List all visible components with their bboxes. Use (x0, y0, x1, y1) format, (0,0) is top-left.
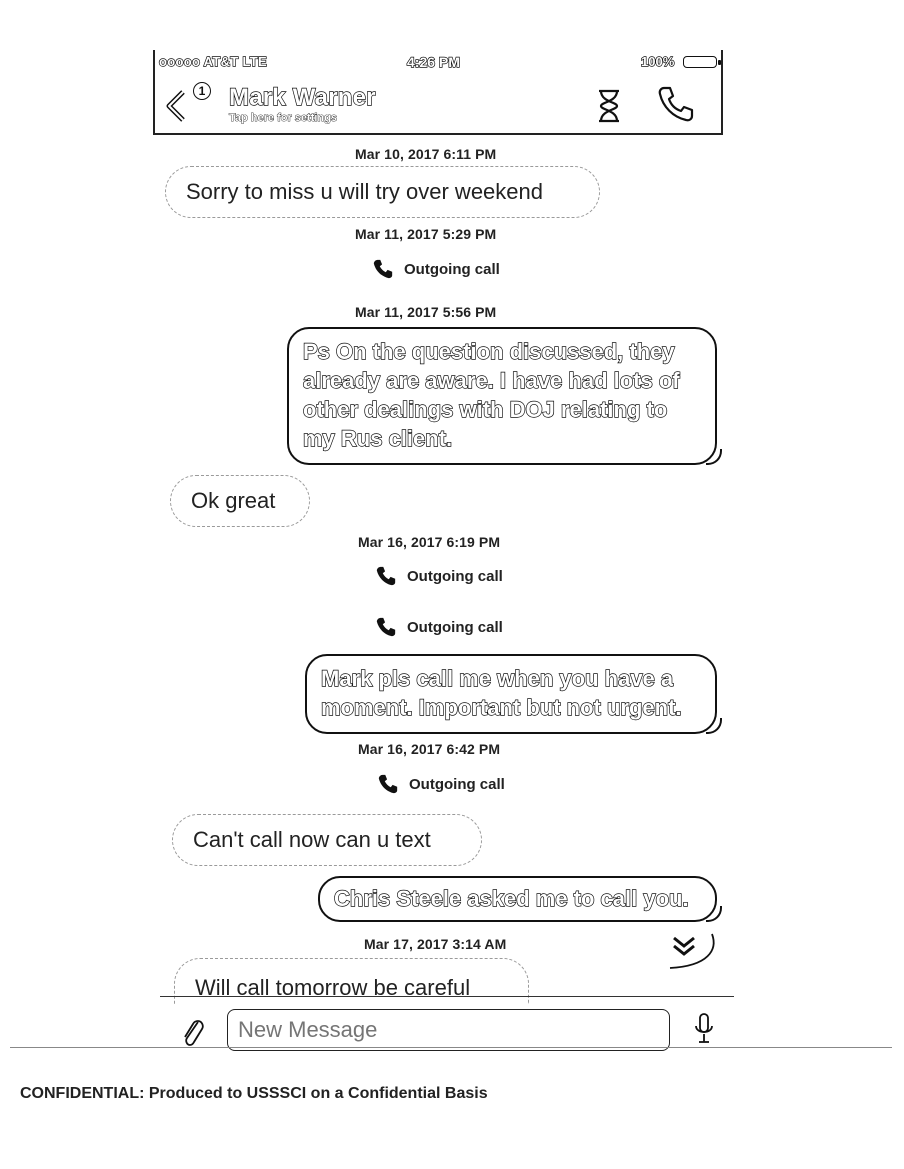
confidential-notice: CONFIDENTIAL: Produced to USSSCI on a Confidential Basis (20, 1085, 488, 1102)
message-input[interactable] (227, 1009, 670, 1051)
call-log-entry[interactable] (372, 258, 500, 280)
phone-call-icon (377, 773, 399, 795)
message-line: Mark pls call me when you have a (321, 666, 674, 691)
timestamp: Mar 16, 2017 6:42 PM (358, 741, 501, 757)
message-line: Ps On the question discussed, they (303, 339, 675, 364)
phone-header (153, 50, 723, 135)
message-text: Ok great (191, 488, 276, 513)
page-divider (10, 1047, 892, 1048)
hourglass-icon[interactable] (595, 88, 623, 124)
call-log-label: Outgoing call (407, 618, 503, 636)
call-log-label: Outgoing call (409, 775, 505, 793)
call-log-label: Outgoing call (407, 567, 503, 585)
message-line: Chris Steele asked me to call you. (334, 886, 689, 911)
phone-call-icon (372, 258, 394, 280)
call-log-entry[interactable] (375, 616, 503, 638)
status-battery-percent: 100% (641, 54, 675, 69)
incoming-message-bubble[interactable] (172, 814, 482, 866)
outgoing-message-bubble[interactable] (318, 876, 717, 922)
timestamp: Mar 10, 2017 6:11 PM (355, 146, 497, 162)
message-text: Sorry to miss u will try over weekend (186, 179, 543, 204)
chevron-left-icon[interactable] (163, 86, 193, 126)
paperclip-icon[interactable] (180, 1016, 206, 1048)
input-bar-divider (160, 996, 734, 997)
battery-icon (683, 56, 717, 68)
message-line: already are aware. I have had lots of (303, 368, 680, 393)
incoming-message-bubble[interactable] (174, 958, 529, 1004)
status-carrier: ooooo AT&T LTE (159, 54, 267, 69)
message-line: other dealings with DOJ relating to (303, 397, 668, 422)
call-log-label: Outgoing call (404, 260, 500, 278)
double-chevron-down-icon[interactable] (668, 930, 718, 974)
call-log-entry[interactable] (377, 773, 505, 795)
timestamp: Mar 16, 2017 6:19 PM (358, 534, 501, 550)
phone-call-icon (375, 565, 397, 587)
message-text: Can't call now can u text (193, 827, 431, 852)
phone-call-icon (375, 616, 397, 638)
status-time: 4:26 PM (407, 54, 460, 70)
microphone-icon[interactable] (692, 1012, 716, 1048)
timestamp: Mar 11, 2017 5:29 PM (355, 226, 497, 242)
call-log-entry[interactable] (375, 565, 503, 587)
timestamp: Mar 17, 2017 3:14 AM (364, 936, 507, 952)
contact-name[interactable]: Mark Warner (229, 84, 376, 111)
outgoing-message-bubble[interactable] (305, 654, 717, 734)
incoming-message-bubble[interactable] (170, 475, 310, 527)
message-text: Will call tomorrow be careful (195, 974, 471, 1000)
timestamp: Mar 11, 2017 5:56 PM (355, 304, 497, 320)
unread-badge: 1 (193, 82, 211, 100)
phone-icon[interactable] (655, 84, 695, 124)
incoming-message-bubble[interactable] (165, 166, 600, 218)
outgoing-message-bubble[interactable] (287, 327, 717, 465)
message-line: my Rus client. (303, 426, 453, 451)
message-line: moment. Important but not urgent. (321, 695, 682, 720)
contact-settings-link[interactable]: Tap here for settings (229, 112, 337, 124)
